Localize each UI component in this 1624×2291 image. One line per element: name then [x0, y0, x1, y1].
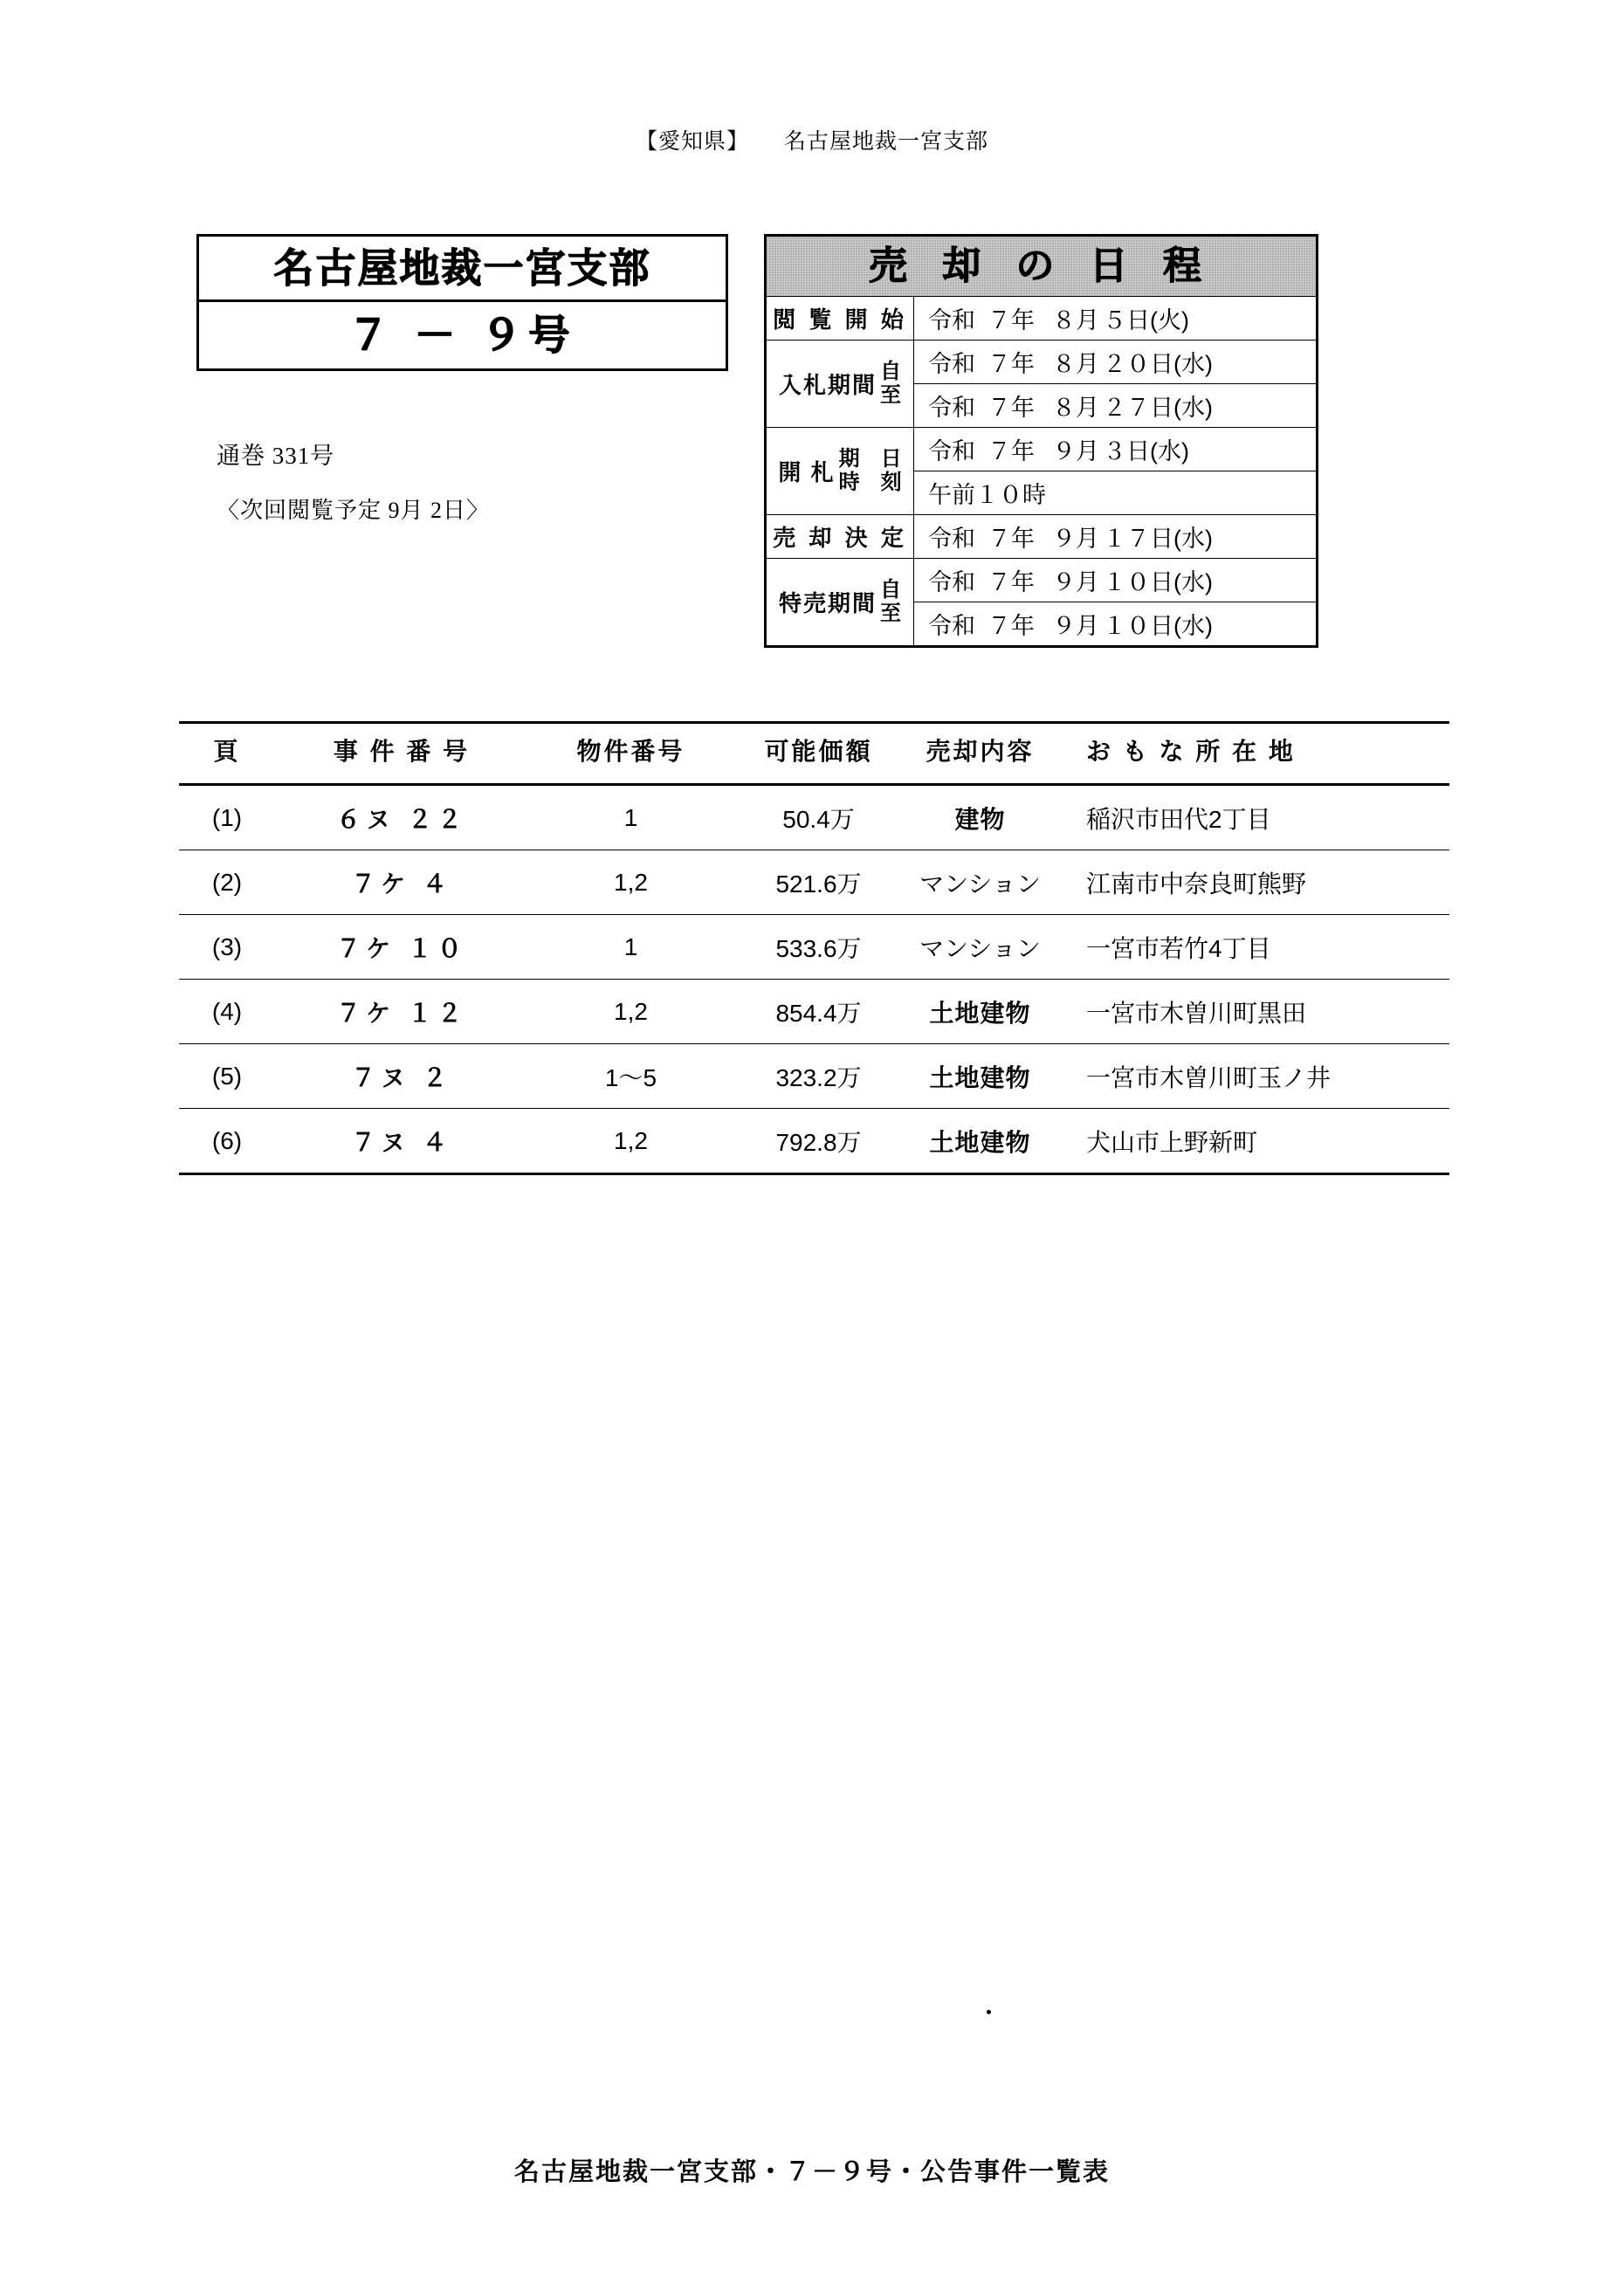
opening-date-label: 期 日	[838, 446, 902, 471]
cell-page: (2)	[179, 850, 275, 915]
to-label: 至	[880, 601, 901, 625]
cell-page: (6)	[179, 1109, 275, 1174]
cell-kind: マンション	[904, 915, 1056, 980]
cell-property-no: 1〜5	[528, 1044, 733, 1109]
column-header-property-no: 物件番号	[528, 723, 733, 785]
cell-page: (5)	[179, 1044, 275, 1109]
schedule-row-sale-decision	[766, 515, 1318, 559]
title-box	[196, 234, 728, 371]
cell-page: (3)	[179, 915, 275, 980]
cell-kind: 建物	[904, 785, 1056, 850]
title-court-name: 名古屋地裁一宮支部	[199, 237, 726, 302]
from-label: 自	[880, 577, 901, 602]
cell-property-no: 1,2	[528, 1109, 733, 1174]
cell-address: 一宮市木曽川町黒田	[1056, 980, 1449, 1044]
schedule-title: 売 却 の 日 程	[766, 236, 1318, 297]
cell-case-no: ７ヌ ４	[275, 1109, 528, 1174]
special-sale-label: 特売期間	[778, 590, 877, 616]
year: ７年	[987, 613, 1035, 639]
weekday: (水)	[1150, 438, 1189, 464]
listing-header-row	[179, 723, 1449, 785]
cell-address: 江南市中奈良町熊野	[1056, 850, 1449, 915]
cell-case-no: ６ヌ ２２	[275, 785, 528, 850]
year: ７年	[987, 307, 1035, 334]
cell-price: 854.4万	[733, 980, 904, 1044]
cell-case-no: ７ケ ４	[275, 850, 528, 915]
day: １７日	[1103, 526, 1173, 552]
day: ３日	[1103, 438, 1150, 464]
month: ８月	[1052, 307, 1099, 334]
to-label: 至	[880, 382, 901, 407]
column-header-kind: 売却内容	[904, 723, 1056, 785]
title-issue-number: ７ － ９号	[348, 312, 577, 358]
next-viewing-date: 〈次回閲覧予定 9月 2日〉	[217, 498, 491, 523]
column-header-page: 頁	[179, 723, 275, 785]
weekday: (水)	[1173, 569, 1213, 595]
cell-address: 一宮市若竹4丁目	[1056, 915, 1449, 980]
cell-price: 323.2万	[733, 1044, 904, 1109]
era: 令和	[928, 351, 975, 377]
table-row	[179, 850, 1449, 915]
schedule-value-special-sale-to	[914, 602, 1318, 647]
cell-case-no: ７ケ １２	[275, 980, 528, 1044]
day: ２７日	[1103, 395, 1173, 421]
schedule-row-viewing-start	[766, 297, 1318, 341]
table-row	[179, 915, 1449, 980]
schedule-value-viewing-start	[914, 297, 1318, 341]
weekday: (水)	[1173, 395, 1213, 421]
day: １０日	[1103, 613, 1173, 639]
document-header	[0, 124, 1624, 155]
month: ８月	[1052, 351, 1099, 377]
year: ７年	[987, 351, 1035, 377]
day: ５日	[1103, 307, 1150, 334]
opening-label: 開 札	[778, 459, 836, 485]
day: ２０日	[1103, 351, 1173, 377]
cell-property-no: 1,2	[528, 850, 733, 915]
schedule-value-bidding-to	[914, 384, 1318, 428]
from-label: 自	[880, 359, 901, 383]
cell-kind: 土地建物	[904, 980, 1056, 1044]
schedule-title-row	[766, 236, 1318, 297]
cell-page: (4)	[179, 980, 275, 1044]
page-footer: 名古屋地裁一宮支部・７－９号・公告事件一覧表	[513, 2158, 1110, 2186]
cell-price: 792.8万	[733, 1109, 904, 1174]
case-listing-table	[179, 721, 1449, 1175]
schedule-value-sale-decision	[914, 515, 1318, 559]
schedule-label-special-sale	[766, 559, 914, 647]
year: ７年	[987, 395, 1035, 421]
schedule-value-opening-time: 午前１０時	[914, 471, 1318, 515]
bidding-period-label: 入札期間	[778, 372, 877, 398]
era: 令和	[928, 569, 975, 595]
schedule-row-bidding-period	[766, 341, 1318, 384]
table-row	[179, 1044, 1449, 1109]
cell-kind: マンション	[904, 850, 1056, 915]
listing-body	[179, 785, 1449, 1174]
year: ７年	[987, 569, 1035, 595]
year: ７年	[987, 438, 1035, 464]
schedule-value-special-sale-from	[914, 559, 1318, 602]
weekday: (水)	[1173, 351, 1213, 377]
era: 令和	[928, 395, 975, 421]
day: １０日	[1103, 569, 1173, 595]
table-row	[179, 980, 1449, 1044]
weekday: (水)	[1173, 613, 1213, 639]
table-row	[179, 785, 1449, 850]
cell-price: 521.6万	[733, 850, 904, 915]
cell-address: 犬山市上野新町	[1056, 1109, 1449, 1174]
schedule-row-opening-date	[766, 428, 1318, 471]
cell-kind: 土地建物	[904, 1044, 1056, 1109]
weekday: (水)	[1173, 526, 1213, 552]
weekday: (火)	[1150, 307, 1189, 334]
table-row	[179, 1109, 1449, 1174]
opening-time-label: 時 刻	[838, 470, 902, 494]
era: 令和	[928, 526, 975, 552]
cell-address: 稲沢市田代2丁目	[1056, 785, 1449, 850]
cell-case-no: ７ヌ ２	[275, 1044, 528, 1109]
column-header-price: 可能価額	[733, 723, 904, 785]
prefecture-label: 【愛知県】	[635, 129, 749, 154]
column-header-case-no: 事 件 番 号	[275, 723, 528, 785]
schedule-label-bidding-period	[766, 341, 914, 428]
cell-case-no: ７ケ １０	[275, 915, 528, 980]
month: ９月	[1052, 569, 1099, 595]
schedule-label-opening	[766, 428, 914, 515]
schedule-value-bidding-from	[914, 341, 1318, 384]
cell-kind: 土地建物	[904, 1109, 1056, 1174]
month: ９月	[1052, 526, 1099, 552]
column-header-address: お も な 所 在 地	[1056, 723, 1449, 785]
month: ８月	[1052, 395, 1099, 421]
cell-page: (1)	[179, 785, 275, 850]
cell-price: 533.6万	[733, 915, 904, 980]
month: ９月	[1052, 613, 1099, 639]
era: 令和	[928, 438, 975, 464]
era: 令和	[928, 613, 975, 639]
cell-price: 50.4万	[733, 785, 904, 850]
schedule-label-viewing-start: 閲 覧 開 始	[766, 297, 914, 341]
cell-property-no: 1	[528, 785, 733, 850]
sale-schedule-table	[764, 234, 1318, 648]
schedule-label-sale-decision: 売 却 決 定	[766, 515, 914, 559]
cell-property-no: 1,2	[528, 980, 733, 1044]
serial-number: 通巻 331号	[217, 443, 335, 469]
schedule-value-opening-date	[914, 428, 1318, 471]
page-mark-dot	[987, 2010, 991, 2014]
schedule-row-special-sale-from	[766, 559, 1318, 602]
era: 令和	[928, 307, 975, 334]
cell-property-no: 1	[528, 915, 733, 980]
cell-address: 一宮市木曽川町玉ノ井	[1056, 1044, 1449, 1109]
year: ７年	[987, 526, 1035, 552]
court-name-header: 名古屋地裁一宮支部	[784, 129, 989, 154]
month: ９月	[1052, 438, 1099, 464]
